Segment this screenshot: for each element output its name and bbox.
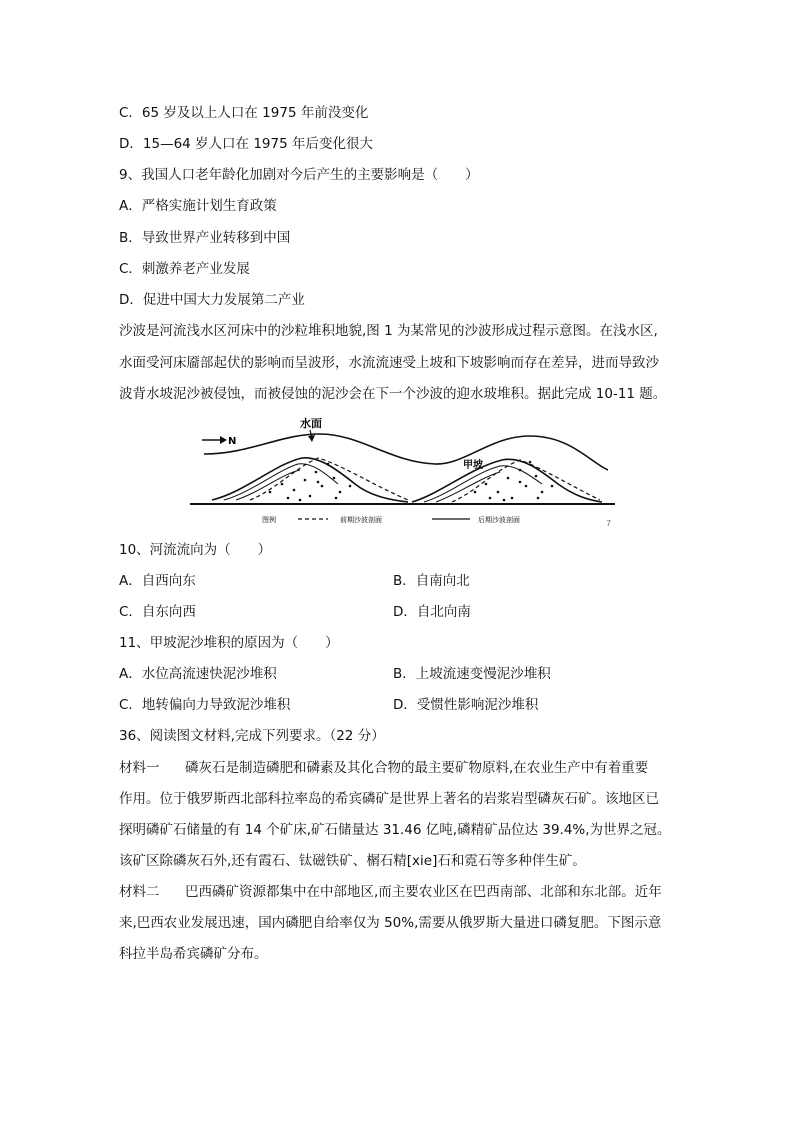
material-1-line-1 [119, 759, 648, 777]
water-surface-label: 水面 [300, 417, 322, 430]
question-36-stem: 36、阅读图文材料,完成下列要求。（22 分） [119, 728, 385, 744]
legend-late: 后期沙波剖面 [478, 516, 520, 524]
material-1-label: 材料一 [119, 760, 160, 776]
question-9-stem: 9、我国人口老年龄化加剧对今后产生的主要影响是（ ） [119, 167, 479, 183]
option-9a: A．严格实施计划生育政策 [119, 198, 277, 214]
option-9d: D．促进中国大力发展第二产业 [119, 292, 305, 308]
option-11a: A．水位高流速快泥沙堆积 [119, 666, 277, 682]
material-1-text-1: 磷灰石是制造磷肥和磷素及其化合物的最主要矿物原料,在农业生产中有着重要 [185, 760, 649, 776]
legend-title: 图例 [262, 516, 276, 524]
option-8d: D．15—64 岁人口在 1975 年后变化很大 [119, 136, 373, 152]
option-11c: C．地转偏向力导致泥沙堆积 [119, 697, 291, 713]
material-2-label: 材料二 [119, 884, 160, 900]
passage-line-3: 波背水坡泥沙被侵蚀，而被侵蚀的泥沙会在下一个沙波的迎水玻堆积。据此完成 10-11 题。 [119, 386, 667, 402]
sand-wave-diagram [190, 412, 620, 530]
question-10-stem: 10、河流流向为（ ） [119, 542, 272, 558]
option-10b: B．自南向北 [393, 573, 470, 589]
material-1-line-4: 该矿区除磷灰石外,还有霞石、钛磁铁矿、榍石精[xie]石和霓石等多种伴生矿。 [119, 853, 586, 869]
material-2-line-2: 来,巴西农业发展迅速，国内磷肥自给率仅为 50%,需要从俄罗斯大量进口磷复肥。下图示意 [119, 915, 662, 931]
option-9b: B．导致世界产业转移到中国 [119, 230, 291, 246]
option-10a: A．自西向东 [119, 573, 196, 589]
north-arrow-icon [202, 436, 227, 444]
slope-jia-label: 甲坡 [463, 460, 483, 471]
question-11-stem: 11、甲坡泥沙堆积的原因为（ ） [119, 635, 339, 651]
material-2-line-1 [119, 883, 662, 901]
option-11d: D．受惯性影响泥沙堆积 [393, 697, 539, 713]
corner-mark: 7 [606, 519, 612, 528]
material-2-line-3: 科拉半岛希宾磷矿分布。 [119, 946, 268, 962]
water-surface-line [204, 434, 608, 470]
legend-early: 前期沙波剖面 [340, 516, 382, 524]
passage-line-2: 水面受河床靥部起伏的影响而呈波形，水流流速受上坡和下坡影响而存在差异，进而导致沙 [119, 355, 659, 371]
material-1-line-3: 探明磷矿石储量的有 14 个矿床,矿石储量达 31.46 亿吨,磷精矿品位达 39.4%,为世界之冠。 [119, 822, 671, 838]
option-9c: C．刺激养老产业发展 [119, 261, 250, 277]
material-2-text-1: 巴西磷矿资源都集中在中部地区,而主要农业区在巴西南部、北部和东北部。近年 [185, 884, 662, 900]
passage-line-1: 沙波是河流浅水区河床中的沙粒堆积地貌,图 1 为某常见的沙波形成过程示意图。在浅水区, [119, 323, 658, 339]
option-11b: B．上坡流速变慢泥沙堆积 [393, 666, 551, 682]
option-8c: C．65 岁及以上人口在 1975 年前没变化 [119, 105, 369, 121]
material-1-line-2: 作用。位于俄罗斯西北部科拉率岛的希宾磷矿是世界上著名的岩浆岩型磷灰石矿。该地区已 [119, 791, 659, 807]
option-10c: C．自东向西 [119, 604, 196, 620]
option-10d: D．自北向南 [393, 604, 471, 620]
north-label: N [228, 436, 237, 447]
